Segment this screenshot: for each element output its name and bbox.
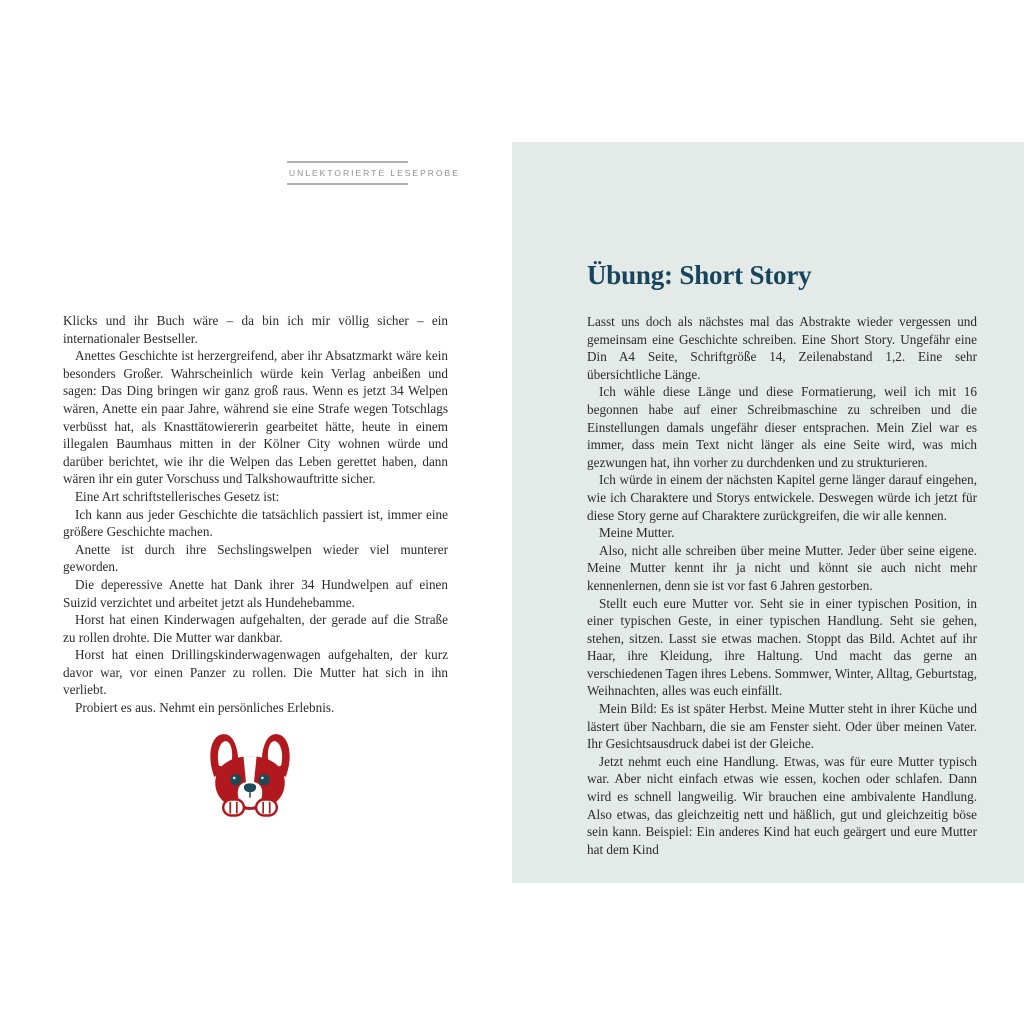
paragraph: Jetzt nehmt euch eine Handlung. Etwas, was für eure Mutter typisch war. Aber nicht einfach etwas wie essen, kochen oder schlafen. Dann wird es schnell langweilig. Wir brauchen eine ambivalente Handlung. Also etwas, das gleichzeitig nett und häßlich, gut und gleichzeitig böse sein kann. Beispiel: Ein anderes Kind hat euch geärgert und eure Mutter hat dem Kind (587, 753, 977, 857)
proof-header-rule-bottom (287, 183, 408, 185)
right-page (512, 142, 1024, 883)
paragraph: Eine Art schriftstellerisches Gesetz ist: (75, 488, 280, 504)
chapter-heading: Übung: Short Story (587, 260, 812, 290)
right-body-text (587, 313, 977, 858)
french-bulldog-icon (203, 731, 297, 821)
paragraph: Anettes Geschichte ist herzergreifend, aber ihr Absatzmarkt wäre kein besonders Großer. Wahrscheinlich würde kein Verlag anbeißen und sagen: Das Ding bringen wir ganz groß raus. Wenn es jetzt 34 Welpen wären, Anette ein paar Jahre, während sie eine Strafe wegen Totschlags verbüsst hat, als Knasttätowiererin gearbeitet hätte, heute in einem illegalen Baumhaus mitten in der Kölner City wohnen würde und darüber berichtet, wie ihr die Welpen das Leben gerettet haben, dann wären ihr ein guter Vorschuss und Talkshowauftritte sicher. (63, 348, 448, 487)
left-body-text (63, 312, 448, 717)
paragraph: Meine Mutter. (599, 525, 675, 541)
paragraph: Probiert es aus. Nehmt ein persönliches Erlebnis. (75, 700, 335, 716)
paragraph: Lasst uns doch als nächstes mal das Abstrakte wieder vergessen und gemeinsam eine Geschichte schreiben. Eine Short Story. Ungefähr eine Din A4 Seite, Schriftgröße 14, Zeilenabstand 1,2. Eine sehr übersichtliche Länge. (587, 314, 977, 382)
paragraph: Mein Bild: Es ist später Herbst. Meine Mutter steht in ihrer Küche und lästert über Nachbarn, die sie am Fenster sieht. Oder über meinen Vater. Ihr Gesichtsausdruck dabei ist der Gleiche. (587, 701, 977, 752)
paragraph: Die deperessive Anette hat Dank ihrer 34 Hundwelpen auf einen Suizid verzichtet und arbeitet jetzt als Hundehebamme. (63, 576, 448, 610)
paragraph: Stellt euch eure Mutter vor. Seht sie in einer typischen Position, in einer typischen Geste, in einer typischen Handlung. Seht sie gehen, stehen, sitzen. Lasst sie etwas machen. Stoppt das Bild. Achtet auf ihr Haar, ihre Kleidung, ihre Haltung. Und macht das gerne an verschiedenen Tagen ihres Lebens. Sommwer, Winter, Alltag, Geburtstag, Weihnachten, alles was euch einfällt. (587, 595, 977, 699)
paragraph: Anette ist durch ihre Sechslingswelpen wieder viel munterer geworden. (63, 541, 448, 575)
paragraph: Ich kann aus jeder Geschichte die tatsächlich passiert ist, immer eine größere Geschichte machen. (63, 506, 448, 540)
paragraph: Klicks und ihr Buch wäre – da bin ich mir völlig sicher – ein internationaler Bestseller. (63, 313, 448, 346)
proof-header (287, 161, 460, 185)
paragraph: Horst hat einen Kinderwagen aufgehalten, der gerade auf die Straße zu rollen drohte. Die Mutter war dankbar. (63, 612, 448, 645)
proof-header-label: UNLEKTORIERTE LESEPROBE (289, 168, 460, 178)
paragraph: Ich wähle diese Länge und diese Formatierung, weil ich mit 16 begonnen habe auf einer Schreibmaschine zu schreiben und die Einstellungen damals ungefähr dieser entsprachen. Mein Ziel war es immer, dass mein Text nicht länger als eine Seite wird, was mich gezwungen hat, ihn vorher zu durchdenken und zu strukturieren. (587, 384, 977, 470)
paragraph: Ich würde in einem der nächsten Kapitel gerne länger darauf eingehen, wie ich Charaktere und Storys entwickele. Deswegen würde ich jetzt für diese Story gerne auf Charaktere zurückgreifen, die wir alle kennen. (587, 472, 977, 523)
paragraph: Also, nicht alle schreiben über meine Mutter. Jeder über seine eigene. Meine Mutter kennt ihr ja nicht und könnt sie auch nicht mehr kennenlernen, denn sie ist vor fast 6 Jahren gestorben. (587, 542, 977, 593)
paragraph: Horst hat einen Drillingskinderwagenwagen aufgehalten, der kurz davor war, vor einen Panzer zu rollen. Die Mutter hat sich in ihn verliebt. (63, 647, 448, 698)
